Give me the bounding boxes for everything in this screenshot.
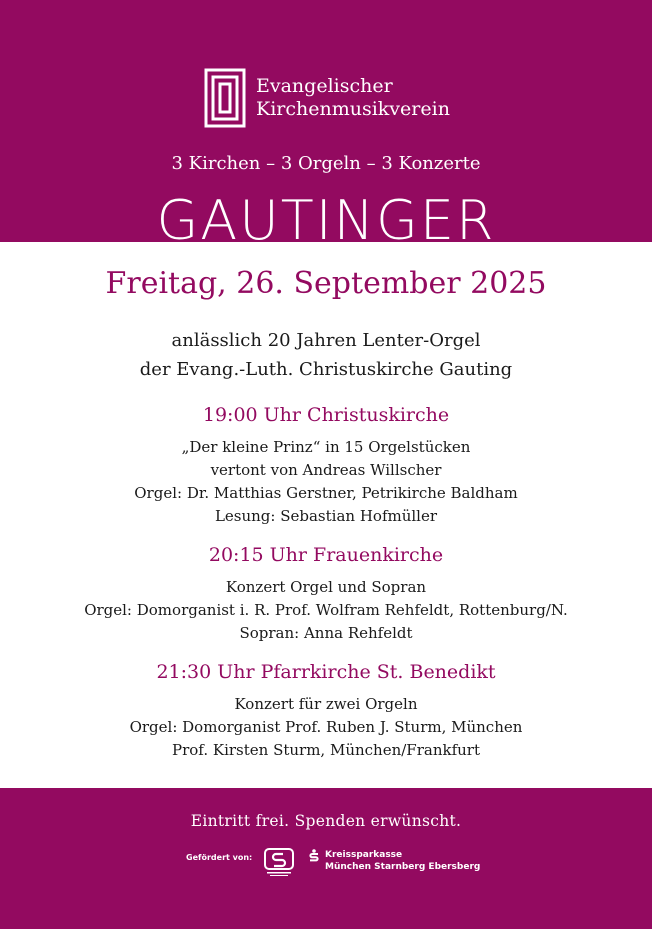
event-line: Orgel: Domorganist Prof. Ruben J. Sturm, München <box>129 718 523 736</box>
event-line: Orgel: Dr. Matthias Gerstner, Petrikirche Baldham <box>134 484 518 502</box>
occasion-line1: anlässlich 20 Jahren Lenter-Orgel <box>171 330 481 351</box>
headline: GAUTINGER <box>156 189 496 242</box>
organ-pipe-logo-icon <box>204 68 246 128</box>
event-line: Prof. Kirsten Sturm, München/Frankfurt <box>172 741 480 759</box>
event-christuskirche <box>0 404 652 528</box>
event-time: 20:15 Uhr Frauenkirche <box>208 544 444 566</box>
sponsor-label: Gefördert von: <box>186 853 253 862</box>
event-line: vertont von Andreas Willscher <box>210 461 442 479</box>
organization-name <box>256 75 450 121</box>
organization-logo <box>204 68 450 128</box>
sponsor-bank <box>308 849 480 873</box>
event-st-benedikt <box>0 661 652 762</box>
organization-name-line1: Evangelischer <box>256 75 393 97</box>
event-line: Orgel: Domorganist i. R. Prof. Wolfram Rehfeldt, Rottenburg/N. <box>84 601 568 619</box>
event-frauenkirche <box>0 544 652 645</box>
event-line: Konzert Orgel und Sopran <box>225 578 427 596</box>
organization-name-line2: Kirchenmusikverein <box>256 98 450 120</box>
occasion <box>0 326 652 384</box>
event-line: Sopran: Anna Rehfeldt <box>239 624 413 642</box>
bank-name <box>325 849 480 873</box>
event-line: „Der kleine Prinz“ in 15 Orgelstücken <box>181 438 471 456</box>
tagline: 3 Kirchen – 3 Orgeln – 3 Konzerte <box>171 153 481 174</box>
sparkasse-s-icon <box>308 849 320 863</box>
event-line: Lesung: Sebastian Hofmüller <box>214 507 438 525</box>
event-date: Freitag, 26. September 2025 <box>105 266 547 301</box>
bank-name-line1: Kreissparkasse <box>325 850 403 860</box>
occasion-line2: der Evang.-Luth. Christuskirche Gauting <box>139 359 513 380</box>
footer-note: Eintritt frei. Spenden erwünscht. <box>190 812 462 830</box>
event-time: 21:30 Uhr Pfarrkirche St. Benedikt <box>156 661 496 683</box>
sponsor-logo-icon <box>263 848 295 878</box>
bank-name-line2: München Starnberg Ebersberg <box>325 862 481 872</box>
event-line: Konzert für zwei Orgeln <box>234 695 418 713</box>
event-time: 19:00 Uhr Christuskirche <box>202 404 450 426</box>
